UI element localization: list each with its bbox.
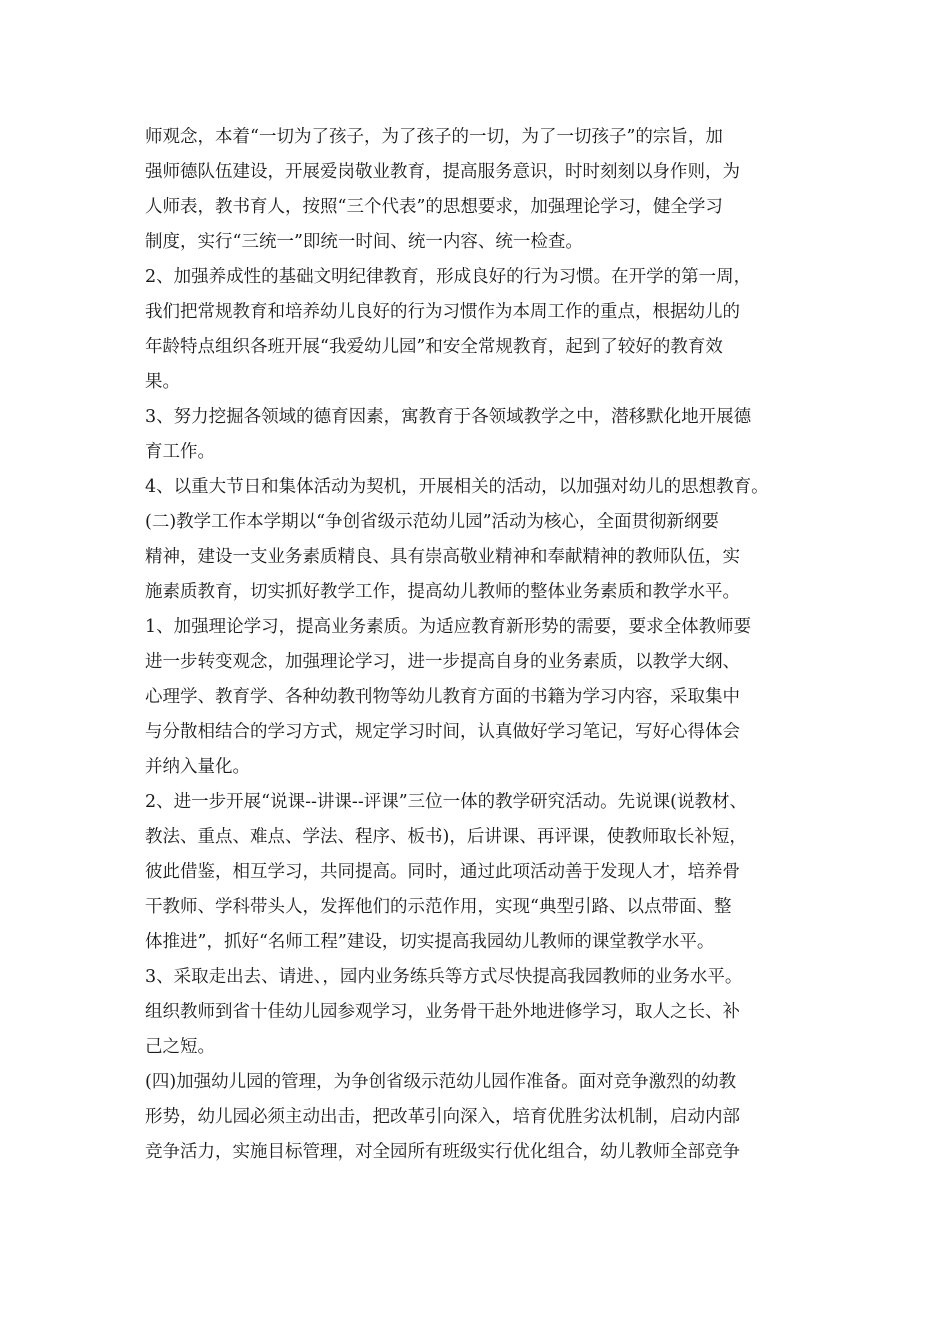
text-line: 年龄特点组织各班开展“我爱幼儿园”和安全常规教育，起到了较好的教育效 bbox=[145, 337, 723, 357]
text-line: 人师表，教书育人，按照“三个代表”的思想要求，加强理论学习，健全学习 bbox=[145, 197, 723, 217]
text-line: 育工作。 bbox=[145, 442, 215, 462]
text-line: 干教师、学科带头人，发挥他们的示范作用，实现“典型引路、以点带面、整 bbox=[145, 897, 732, 917]
text-line: 制度，实行“三统一”即统一时间、统一内容、统一检查。 bbox=[145, 232, 583, 252]
text-line: 1、加强理论学习，提高业务素质。为适应教育新形势的需要，要求全体教师要 bbox=[145, 617, 752, 637]
text-line: 组织教师到省十佳幼儿园参观学习，业务骨干赴外地进修学习，取人之长、补 bbox=[145, 1002, 740, 1022]
document-page bbox=[145, 120, 815, 1170]
text-line: 我们把常规教育和培养幼儿良好的行为习惯作为本周工作的重点，根据幼儿的 bbox=[145, 302, 740, 322]
text-line: (二)教学工作本学期以“争创省级示范幼儿园”活动为核心，全面贯彻新纲要 bbox=[145, 512, 720, 532]
text-line: 竞争活力，实施目标管理，对全园所有班级实行优化组合，幼儿教师全部竞争 bbox=[145, 1142, 740, 1162]
text-line: 形势，幼儿园必须主动出击，把改革引向深入，培育优胜劣汰机制，启动内部 bbox=[145, 1107, 740, 1127]
text-line: 强师德队伍建设，开展爱岗敬业教育，提高服务意识，时时刻刻以身作则，为 bbox=[145, 162, 740, 182]
text-line: 师观念，本着“一切为了孩子，为了孩子的一切，为了一切孩子”的宗旨，加 bbox=[145, 127, 723, 147]
text-line: 3、采取走出去、请进、，园内业务练兵等方式尽快提高我园教师的业务水平。 bbox=[145, 967, 743, 987]
text-line: 2、进一步开展“说课--讲课--评课”三位一体的教学研究活动。先说课(说教材、 bbox=[145, 792, 748, 812]
text-line: 3、努力挖掘各领域的德育因素，寓教育于各领域教学之中，潜移默化地开展德 bbox=[145, 407, 752, 427]
text-line: 精神，建设一支业务素质精良、具有崇高敬业精神和奉献精神的教师队伍，实 bbox=[145, 547, 740, 567]
text-line: 2、加强养成性的基础文明纪律教育，形成良好的行为习惯。在开学的第一周， bbox=[145, 267, 752, 287]
text-line: 果。 bbox=[145, 372, 180, 392]
text-line: 4、以重大节日和集体活动为契机，开展相关的活动，以加强对幼儿的思想教育。 bbox=[145, 477, 769, 497]
text-line: 心理学、教育学、各种幼教刊物等幼儿教育方面的书籍为学习内容，采取集中 bbox=[145, 687, 740, 707]
text-line: 施素质教育，切实抓好教学工作，提高幼儿教师的整体业务素质和教学水平。 bbox=[145, 582, 740, 602]
text-line: 并纳入量化。 bbox=[145, 757, 250, 777]
text-line: 进一步转变观念，加强理论学习，进一步提高自身的业务素质，以教学大纲、 bbox=[145, 652, 740, 672]
text-line: 教法、重点、难点、学法、程序、板书)，后讲课、再评课，使教师取长补短， bbox=[145, 827, 747, 847]
text-line: (四)加强幼儿园的管理，为争创省级示范幼儿园作准备。面对竞争激烈的幼教 bbox=[145, 1072, 737, 1092]
text-line: 彼此借鉴，相互学习，共同提高。同时，通过此项活动善于发现人才，培养骨 bbox=[145, 862, 740, 882]
text-line: 己之短。 bbox=[145, 1037, 215, 1057]
text-line: 体推进”，抓好“名师工程”建设，切实提高我园幼儿教师的课堂教学水平。 bbox=[145, 932, 715, 952]
text-line: 与分散相结合的学习方式，规定学习时间，认真做好学习笔记，写好心得体会 bbox=[145, 722, 740, 742]
